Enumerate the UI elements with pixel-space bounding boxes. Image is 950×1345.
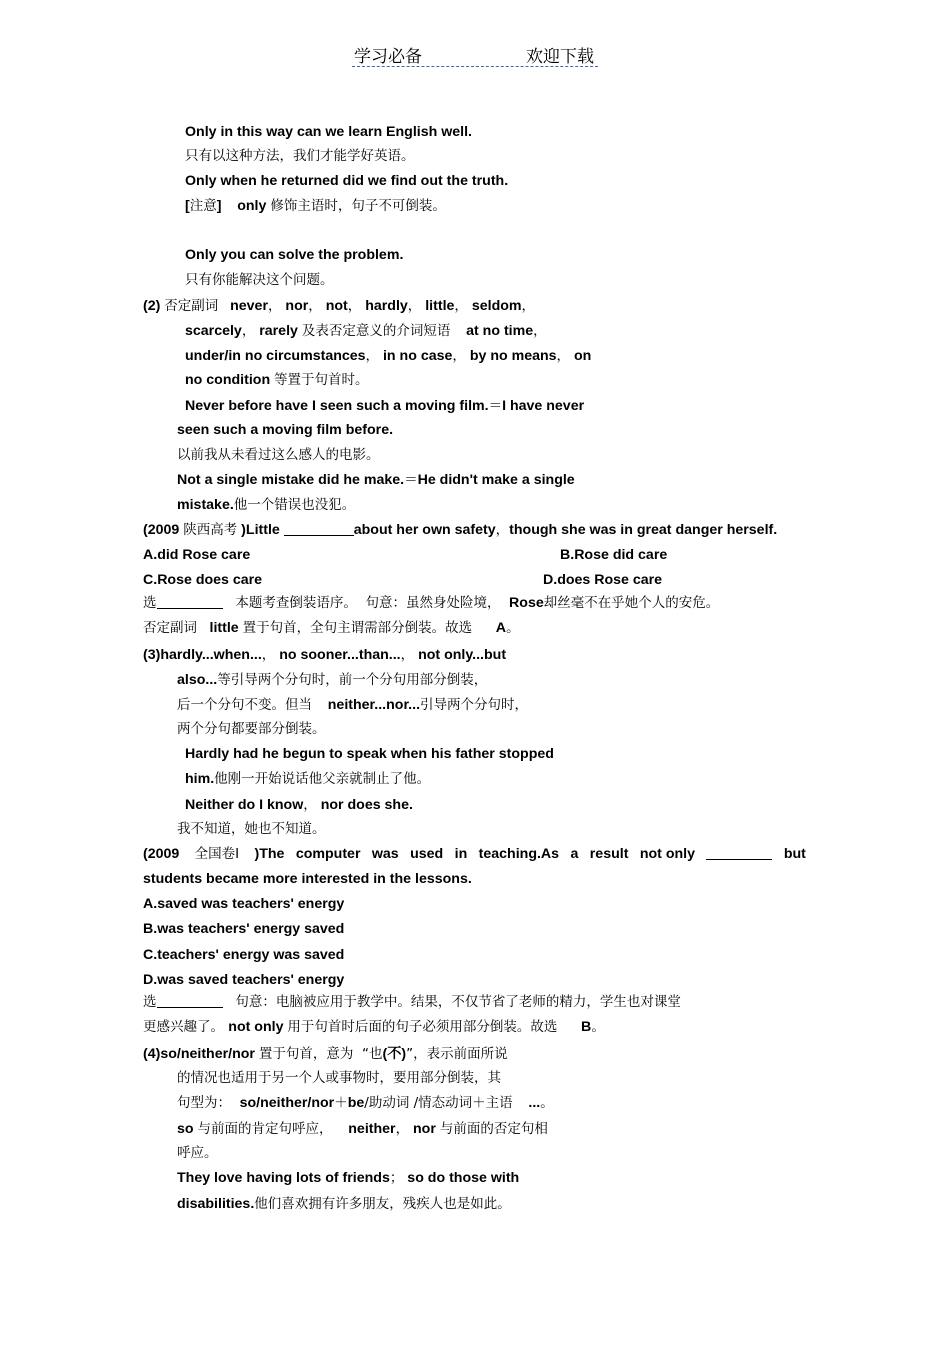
bold-text: not only...but (414, 647, 507, 663)
chinese-text: 置于句首，全句主谓需部分倒装。故选 (242, 620, 473, 636)
chinese-text: ， (452, 348, 466, 364)
text-line (143, 895, 344, 913)
bold-text: A (472, 620, 507, 636)
text-line (185, 172, 508, 190)
chinese-text: 只有以这种方法，我们才能学好英语。 (185, 148, 415, 164)
bold-text: not only (639, 846, 695, 862)
text-line (177, 671, 487, 689)
text-line (177, 1069, 501, 1087)
bold-text: ... (512, 1095, 541, 1111)
chinese-text: ， (347, 298, 362, 314)
bold-text: D.does Rose care (543, 572, 663, 588)
chinese-text: 我不知道，她也不知道。 (177, 821, 326, 837)
text-line (185, 322, 547, 340)
text-line (560, 546, 667, 564)
text-line (185, 246, 403, 264)
text-line (185, 197, 446, 215)
chinese-text: 。 (591, 1019, 605, 1035)
text-line (177, 421, 393, 439)
chinese-text: 。 (540, 1095, 554, 1111)
text-line (177, 1120, 548, 1138)
header-right-text: 欢迎下载 (526, 47, 594, 67)
bold-text: (3)hardly...when... (143, 647, 262, 663)
bold-text: under/in no circumstances (185, 348, 366, 364)
chinese-text: ， (395, 1121, 410, 1137)
bold-text: so/neither/nor (239, 1095, 335, 1111)
chinese-text: 注意 (189, 198, 217, 214)
chinese-text: 选 (143, 994, 157, 1010)
text-line (185, 745, 554, 763)
bold-text: nor does she. (316, 797, 413, 813)
chinese-text: ， (407, 298, 422, 314)
answer-blank (157, 594, 223, 609)
bold-text: used (410, 846, 444, 862)
bold-text: (4)so/neither/nor (143, 1046, 259, 1062)
chinese-text: ＝ (404, 472, 418, 488)
chinese-text: ， (521, 298, 536, 314)
bold-text: students became more interested in the lessons. (143, 871, 472, 887)
bold-text: ] only (216, 198, 271, 214)
chinese-text: 本题考查倒装语序。 句意：虽然身处险境， (222, 595, 510, 611)
bold-text: not only (228, 1019, 288, 1035)
text-line (143, 546, 250, 564)
text-line (177, 1144, 218, 1162)
bold-text: neither (332, 1121, 396, 1137)
bold-text: scarcely (185, 323, 242, 339)
chinese-text: ， (533, 323, 547, 339)
chinese-text: 句型为： (177, 1095, 240, 1111)
answer-blank (157, 993, 223, 1008)
text-line (177, 496, 355, 514)
bold-text: about her own safety (353, 522, 496, 538)
text-line (143, 297, 535, 315)
bold-text: a (570, 846, 579, 862)
chinese-text: 否定副词 (164, 298, 219, 314)
bold-text: Hardly had he begun to speak when his father stopped (185, 746, 554, 762)
bold-text: disabilities. (177, 1196, 255, 1212)
text-line (143, 1045, 508, 1063)
bold-text: Rose (509, 595, 544, 611)
chinese-text: ， (400, 647, 415, 663)
bold-text: in (454, 846, 468, 862)
bold-text: I have never (502, 398, 585, 414)
bold-text: (2009 (143, 522, 184, 538)
chinese-text: 更感兴趣了。 (143, 1019, 229, 1035)
bold-text: by no means (465, 348, 557, 364)
bold-text: little (421, 298, 455, 314)
text-line (143, 993, 681, 1011)
bold-text: Not a single mistake did he make. (177, 472, 405, 488)
bold-text: on (570, 348, 592, 364)
chinese-text: 呼应。 (177, 1145, 218, 1161)
chinese-text: 却丝毫不在乎她个人的安危。 (543, 595, 720, 611)
bold-text: computer (295, 846, 361, 862)
bold-text: was (371, 846, 399, 862)
bold-text: not (321, 298, 348, 314)
bold-text: be (347, 1095, 365, 1111)
chinese-text: ， (261, 647, 276, 663)
bold-text: (2009 (143, 846, 184, 862)
text-line (143, 920, 344, 938)
bold-text: never (218, 298, 268, 314)
bold-text: B.was teachers' energy saved (143, 921, 345, 937)
text-line (143, 870, 472, 888)
bold-text: neither...nor... (312, 697, 421, 713)
bold-text: A.did Rose care (143, 547, 251, 563)
text-line (177, 446, 380, 464)
chinese-text: ； (389, 1170, 404, 1186)
bold-text: (2) (143, 298, 165, 314)
bold-text: C.Rose does care (143, 572, 263, 588)
chinese-text: 只有你能解决这个问题。 (185, 272, 334, 288)
bold-text: B.Rose did care (560, 547, 668, 563)
text-line (143, 521, 777, 539)
bold-text: Never before have I seen such a moving film. (185, 398, 489, 414)
bold-text: mistake. (177, 497, 234, 513)
bold-text: teaching.As (478, 846, 560, 862)
text-line (185, 397, 584, 415)
chinese-text: ， (454, 298, 468, 314)
bold-text: but (783, 846, 806, 862)
text-line (177, 696, 528, 714)
bold-text: rarely (255, 323, 302, 339)
answer-blank (706, 845, 772, 860)
chinese-text: 陕西高考 (183, 522, 238, 538)
text-line (143, 971, 344, 989)
text-line (143, 571, 262, 589)
chinese-text: 全国卷Ⅰ (194, 846, 240, 862)
chinese-text: 及表否定意义的介词短语 (301, 323, 451, 339)
bold-text: C.teachers' energy was saved (143, 947, 345, 963)
chinese-text: ， (308, 298, 322, 314)
chinese-text: 两个分句都要部分倒装。 (177, 721, 326, 737)
text-line (143, 845, 806, 863)
text-line (185, 271, 334, 289)
bold-text: little (205, 620, 243, 636)
bold-text: B (557, 1019, 592, 1035)
chinese-text: ， (365, 348, 380, 364)
page-header (352, 40, 598, 67)
header-left-text: 学习必备 (354, 47, 422, 67)
text-line (185, 796, 413, 814)
bold-text: also... (177, 672, 218, 688)
bold-text: )The (250, 846, 285, 862)
text-line (143, 594, 719, 612)
chinese-text: ”，表示前面所说 (406, 1046, 508, 1062)
bold-text: result (589, 846, 629, 862)
bold-text: Only when he returned did we find out the truth. (185, 173, 509, 189)
chinese-text: 以前我从未看过这么感人的电影。 (177, 447, 380, 463)
bold-text: A.saved was teachers' energy (143, 896, 345, 912)
bold-text: hardly (361, 298, 408, 314)
bold-text: though she was in great danger herself. (509, 522, 778, 538)
bold-text: Only you can solve the problem. (185, 247, 404, 263)
bold-text: so (177, 1121, 198, 1137)
chinese-text: 与前面的肯定句呼应， (197, 1121, 333, 1137)
bold-text: no sooner...than... (275, 647, 401, 663)
chinese-text: 。 (506, 620, 520, 636)
text-line (185, 147, 415, 165)
bold-text: Only in this way can we learn English well. (185, 124, 472, 140)
chinese-text: 用于句首时后面的句子必须用部分倒装。故选 (287, 1019, 558, 1035)
bold-text: at no time (450, 323, 534, 339)
chinese-text: 选 (143, 595, 157, 611)
text-line (143, 946, 344, 964)
bold-text: D.was saved teachers' energy (143, 972, 345, 988)
chinese-text: 修饰主语时，句子不可倒装。 (270, 198, 446, 214)
chinese-text: 否定副词 (143, 620, 206, 636)
bold-text: him. (185, 771, 215, 787)
bold-text: seldom (467, 298, 522, 314)
bold-text: They love having lots of friends (177, 1170, 390, 1186)
text-line (185, 770, 430, 788)
chinese-text: ， (495, 522, 510, 538)
bold-text: nor (409, 1121, 440, 1137)
bold-text: so do those with (403, 1170, 520, 1186)
chinese-text: /助动词 /情态动词＋主语 (364, 1095, 513, 1111)
chinese-text: 句意：电脑被应用于教学中。结果，不仅节省了老师的精力，学生也对课堂 (222, 994, 681, 1010)
chinese-text: 置于句首，意为 “也 (258, 1046, 383, 1062)
text-line (185, 371, 369, 389)
bold-text: (不) (382, 1046, 407, 1062)
text-line (185, 123, 472, 141)
bold-text: Neither do I know (185, 797, 304, 813)
bold-text: He didn't make a single (417, 472, 575, 488)
chinese-text: 与前面的否定句相 (439, 1121, 548, 1137)
chinese-text: 引导两个分句时， (420, 697, 529, 713)
bold-text: nor (281, 298, 309, 314)
chinese-text: 后一个分句不变。但当 (177, 697, 312, 713)
chinese-text: 他们喜欢拥有许多朋友，残疾人也是如此。 (254, 1196, 511, 1212)
bold-text: in no case (379, 348, 453, 364)
bold-text: [ (185, 198, 190, 214)
text-line (543, 571, 662, 589)
chinese-text: 等置于句首时。 (274, 372, 369, 388)
text-line (177, 1195, 511, 1213)
chinese-text: ， (267, 298, 282, 314)
text-line (177, 720, 326, 738)
bold-text: )Little (237, 522, 284, 538)
chinese-text: 他一个错误也没犯。 (233, 497, 356, 513)
bold-text: no condition (185, 372, 275, 388)
text-line (177, 1094, 554, 1112)
text-line (177, 1169, 519, 1187)
text-line (177, 471, 575, 489)
text-line (143, 1018, 605, 1036)
chinese-text: 等引导两个分句时，前一个分句用部分倒装， (217, 672, 488, 688)
chinese-text: ＋ (334, 1095, 348, 1111)
chinese-text: 他刚一开始说话他父亲就制止了他。 (214, 771, 431, 787)
text-line (143, 619, 520, 637)
text-line (177, 820, 326, 838)
chinese-text: ， (241, 323, 256, 339)
chinese-text: ＝ (488, 398, 503, 414)
chinese-text: 的情况也适用于另一个人或事物时，要用部分倒装，其 (177, 1070, 501, 1086)
chinese-text: ， (303, 797, 317, 813)
bold-text: seen such a moving film before. (177, 422, 394, 438)
text-line (185, 347, 591, 365)
answer-blank (284, 521, 354, 536)
text-line (143, 646, 506, 664)
chinese-text: ， (556, 348, 571, 364)
